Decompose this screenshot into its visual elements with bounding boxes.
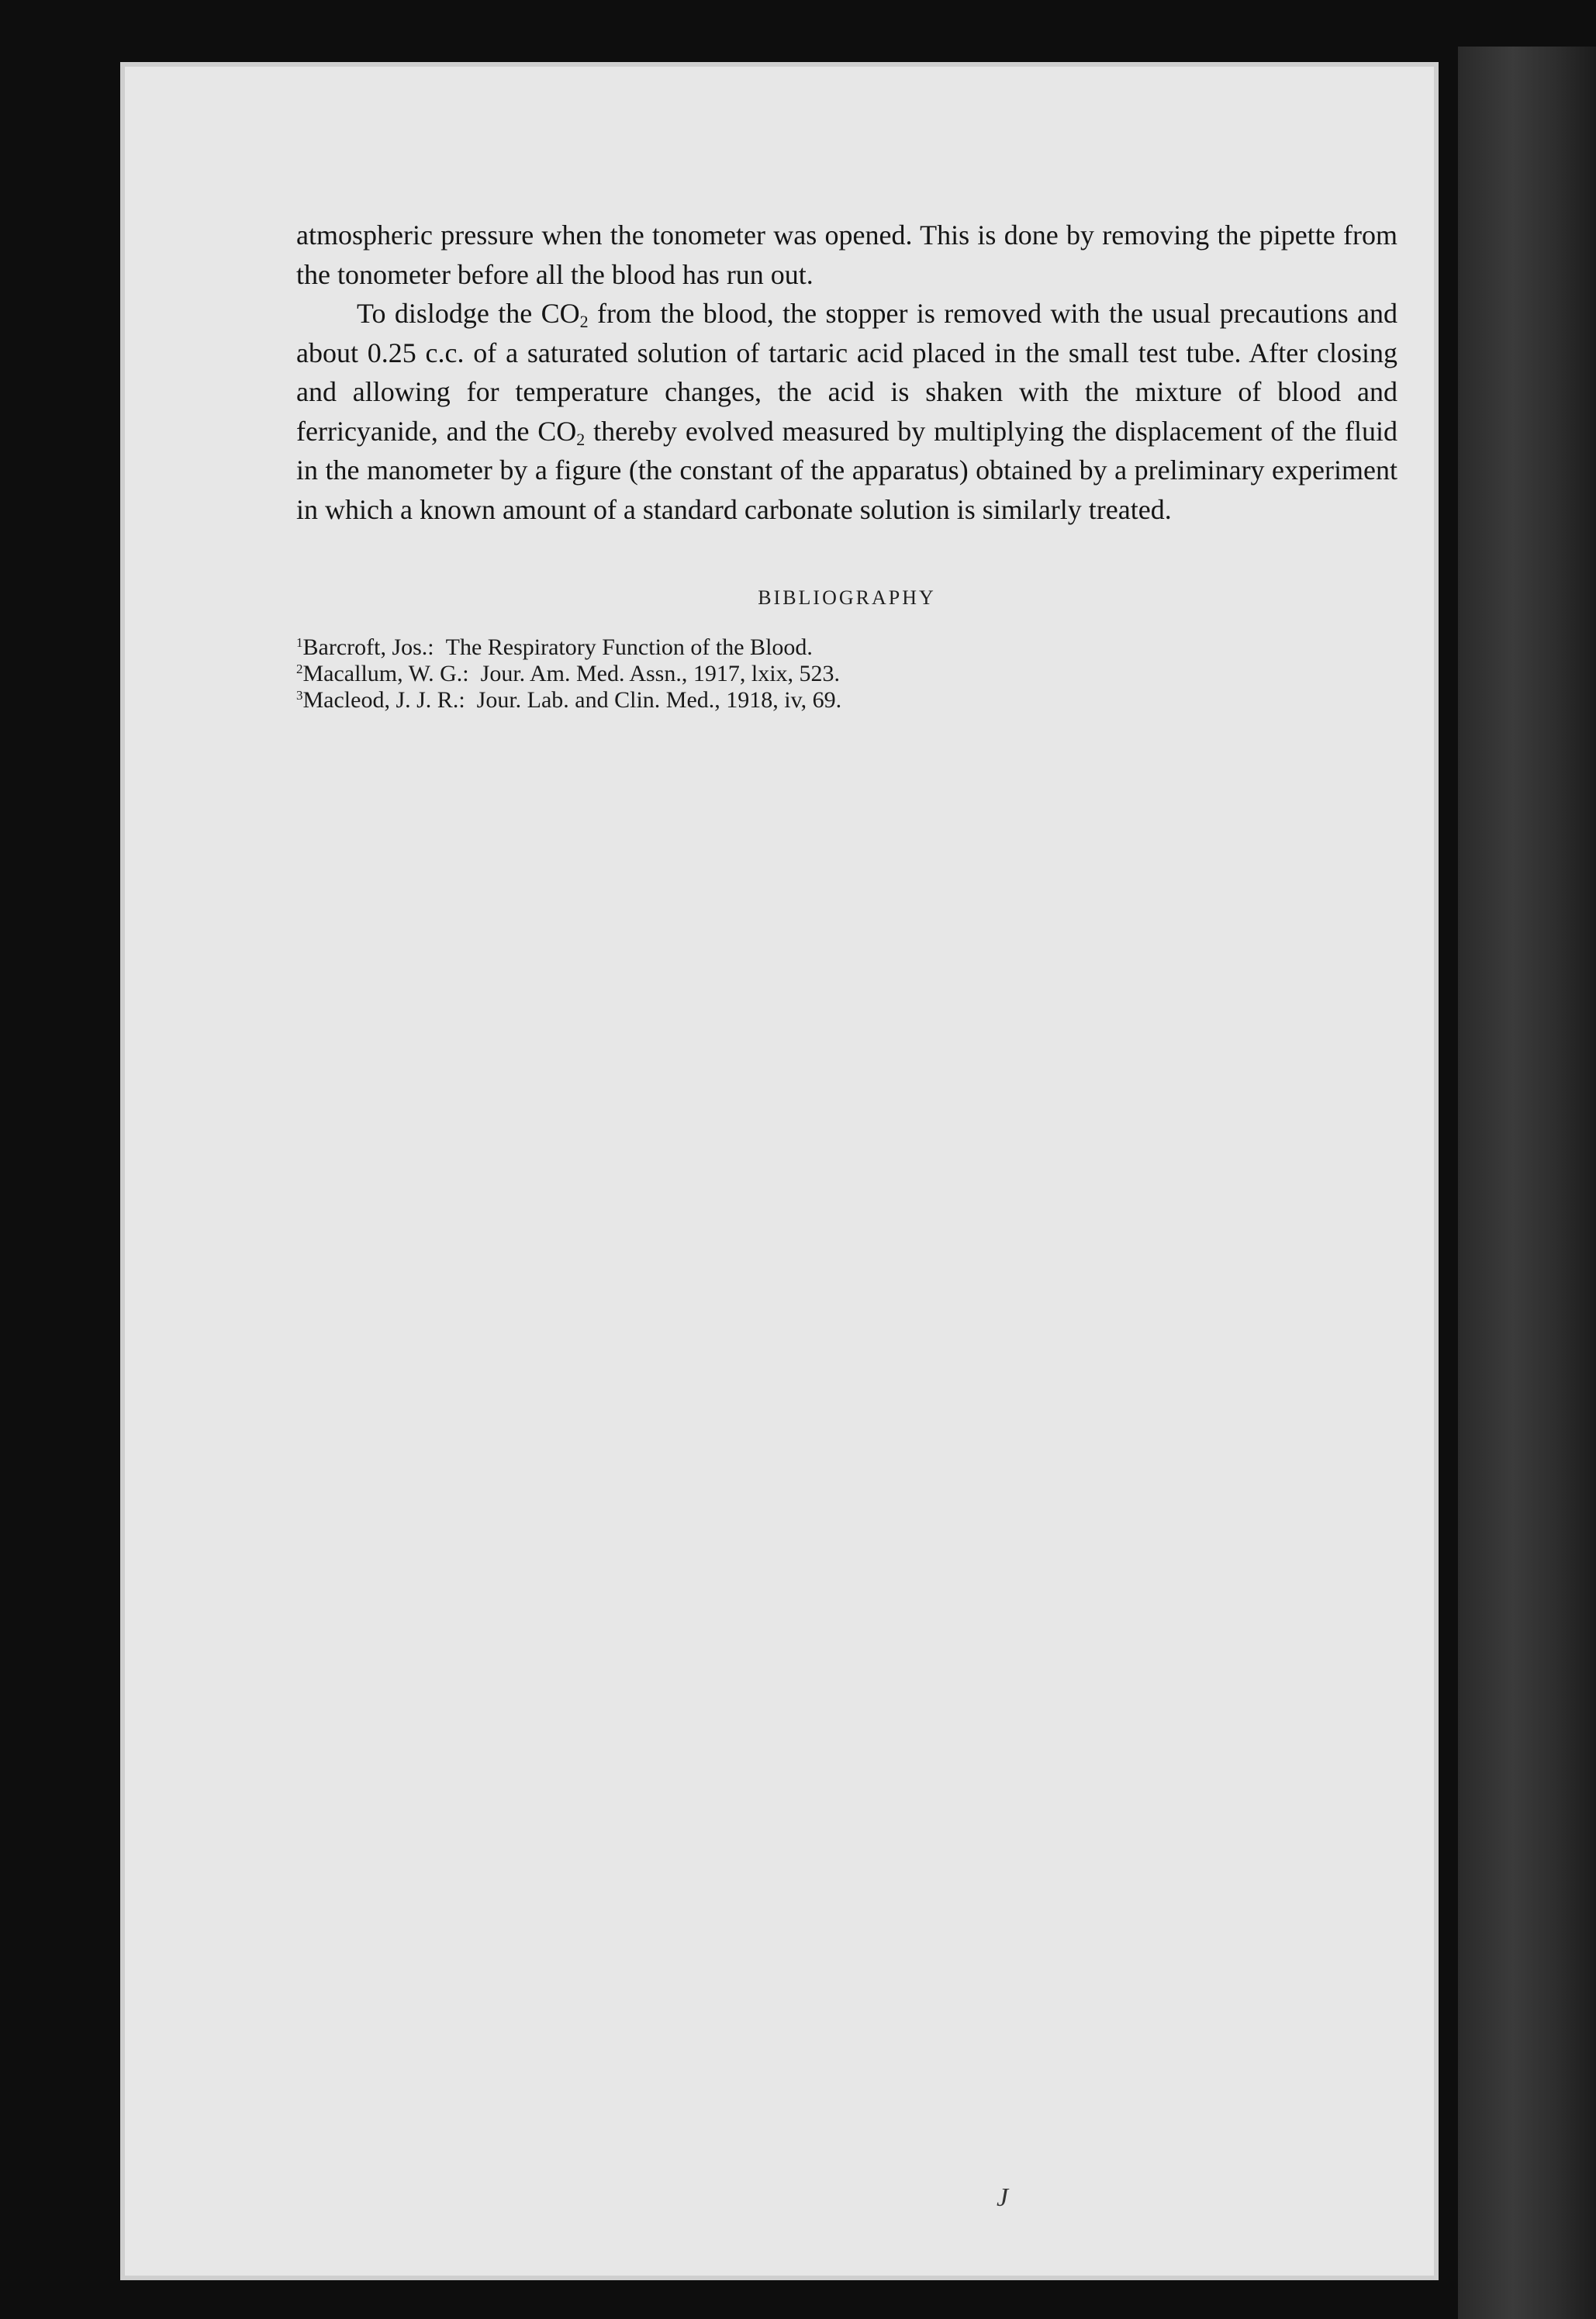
- entry-author: Macallum, W. G.:: [302, 661, 469, 686]
- bibliography-entry: [296, 687, 1397, 714]
- co2-subscript: 2: [579, 312, 589, 331]
- co2-subscript: 2: [576, 429, 586, 449]
- entry-number: 2: [296, 662, 303, 676]
- book-binding-edge: [1458, 47, 1596, 2319]
- body-text: [296, 216, 1397, 529]
- bibliography-entry: [296, 634, 1397, 661]
- entry-reference: The Respiratory Function of the Blood.: [445, 634, 813, 660]
- entry-reference: Jour. Lab. and Clin. Med., 1918, iv, 69.: [476, 687, 842, 713]
- entry-reference: Jour. Am. Med. Assn., 1917, lxix, 523.: [480, 661, 841, 686]
- paragraph-2-part-c: thereby evolved measured by multiplying the displacement of the fluid in the manometer by a figure (the constant of the apparatus) obtained by a preliminary experiment in which a known amount of a standard carbonate solution is similarly treated.: [296, 415, 1397, 525]
- paragraph-2: [296, 294, 1397, 529]
- bibliography-heading: BIBLIOGRAPHY: [758, 586, 936, 609]
- page-mark: J: [997, 2183, 1009, 2212]
- entry-number: 1: [296, 635, 303, 650]
- paragraph-2-part-a: To dislodge the CO: [357, 298, 580, 329]
- bibliography-list: [296, 634, 1397, 714]
- entry-author: Barcroft, Jos.:: [302, 634, 434, 660]
- paragraph-2-part-b: from the blood, the stopper is removed with the usual precautions and about 0.25 c.c. of a saturated solution of tartaric acid placed in the small test tube. After closing and allowing for temperature changes, the acid is shaken with the mixture of blood and ferricyanide, and the CO: [296, 298, 1397, 447]
- entry-author: Macleod, J. J. R.:: [302, 687, 465, 713]
- entry-number: 3: [296, 688, 303, 703]
- paragraph-1: atmospheric pressure when the tonometer was opened. This is done by removing the pipette from the tonometer before all the blood has run out.: [296, 219, 1397, 290]
- bibliography-entry: [296, 661, 1397, 687]
